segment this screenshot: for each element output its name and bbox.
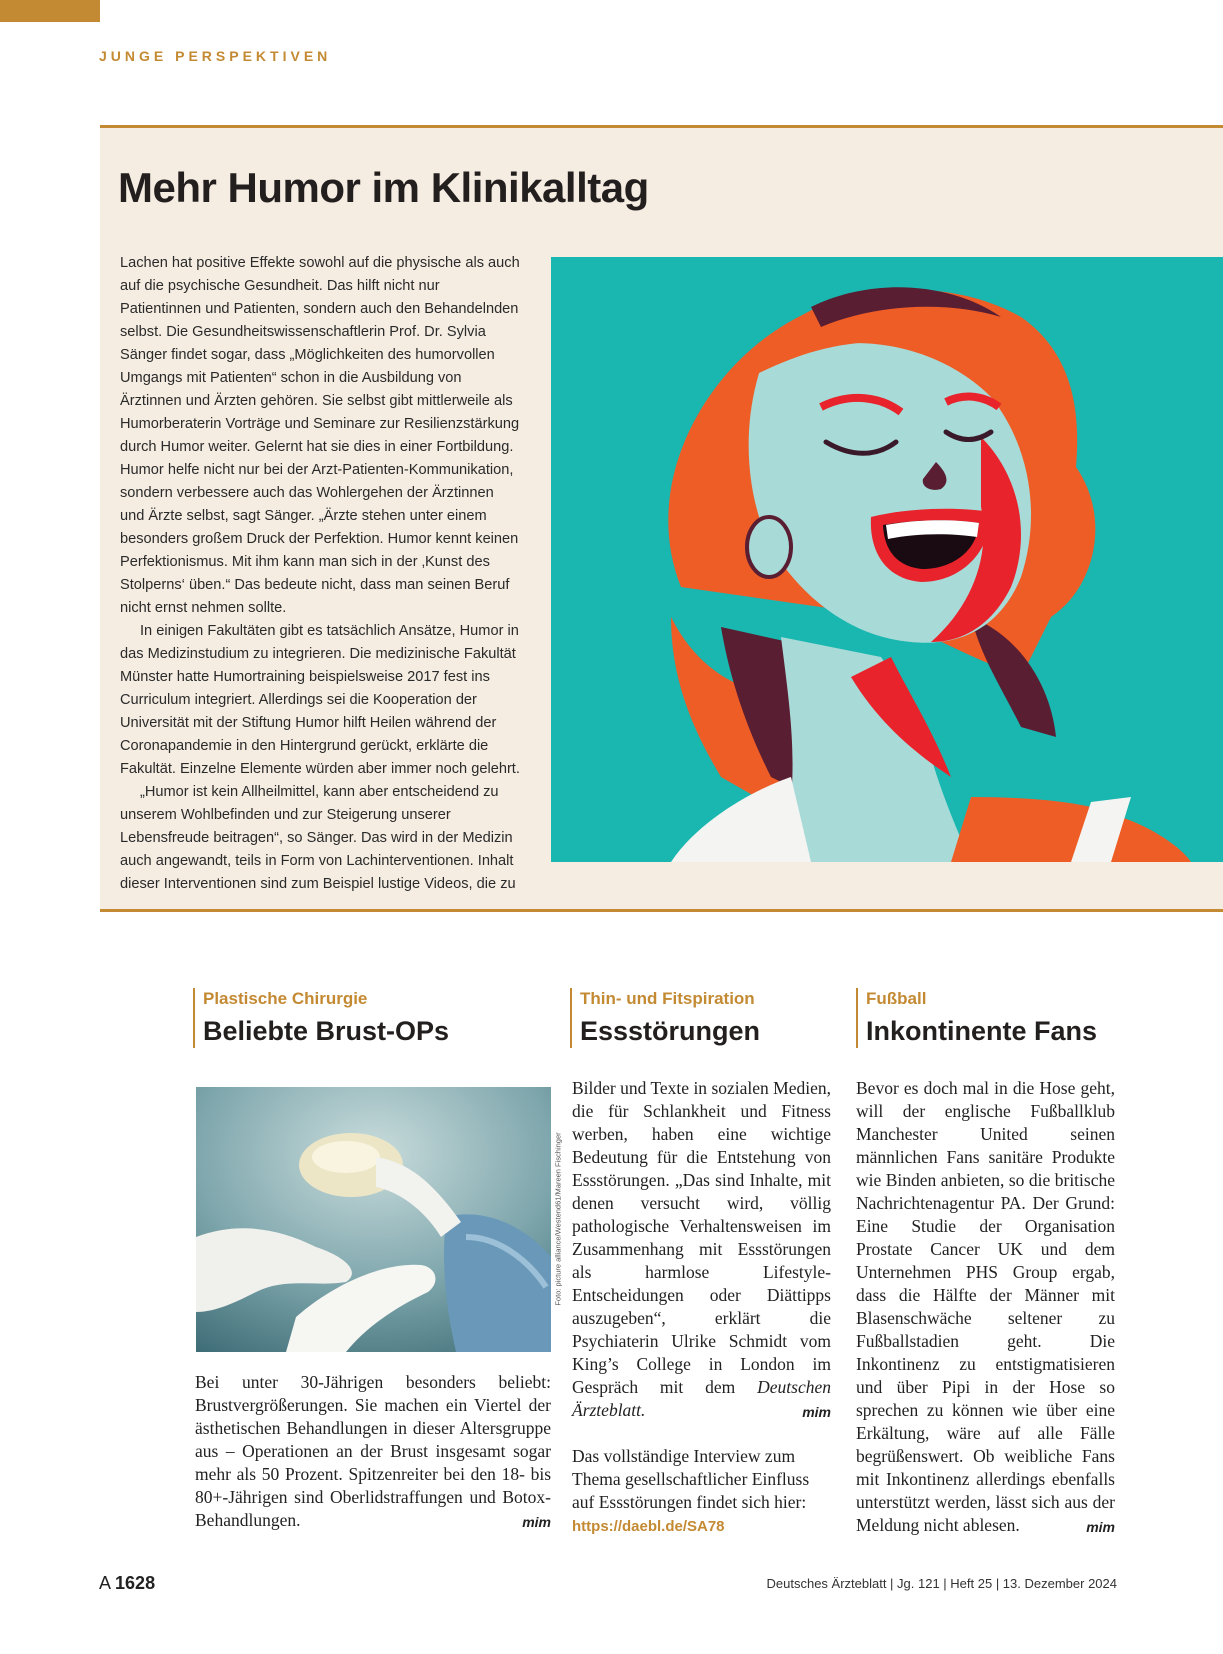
photo-credit — [552, 1085, 564, 1353]
article-text-content: Bei unter 30-Jährigen besonders beliebt: Brustvergrößerungen. Sie machen ein Viertel der ästhetischen Behandlungen in dieser Altersgruppe aus – Operationen an der Brust insgesamt sogar mehr als 50 Prozent. Spitzenreiter bei den 18- bis 80+-Jährigen sind Oberlidstraffungen und Botox-Behandlungen. — [195, 1372, 551, 1530]
column-3-body — [856, 1077, 1115, 1539]
page-number-value: 1628 — [115, 1573, 156, 1593]
interview-note-text: Das vollständige Interview zum Thema gesellschaftlicher Einfluss auf Essstörungen findet sich hier: — [572, 1446, 810, 1512]
author-signature: mim — [522, 1514, 551, 1530]
column-1-heading — [193, 988, 449, 1048]
column-2-heading — [570, 988, 760, 1048]
feature-paragraph: In einigen Fakultäten gibt es tatsächlich Ansätze, Humor in das Medizinstudium zu integrieren. Die medizinische Fakultät Münster hatte Humortraining beispielsweise 2017 fest ins Curriculum integriert. Allerdings sei die Kooperation der Universität mit der Stiftung Humor hilft Heilen während der Coronapandemie in den Hintergrund gerückt, erklärte die Fakultät. Einzelne Elemente würden aber immer noch gelehrt. — [120, 623, 520, 777]
column-title: Essstörungen — [580, 1016, 761, 1046]
column-kicker: Plastische Chirurgie — [203, 989, 368, 1008]
corner-color-tab — [0, 0, 100, 22]
photo-credit-text: Foto: picture alliance/Westend61/Mareen Fischinger — [553, 1132, 563, 1306]
author-signature: mim — [1086, 1519, 1115, 1535]
article-text — [195, 1371, 551, 1532]
surgical-photo — [196, 1087, 551, 1352]
column-1-body — [195, 1371, 551, 1534]
interview-note — [572, 1445, 831, 1538]
journal-info: Deutsches Ärzteblatt | Jg. 121 | Heft 25 | 13. Dezember 2024 — [766, 1576, 1117, 1591]
column-title: Beliebte Brust-OPs — [203, 1016, 450, 1046]
article-text — [572, 1077, 831, 1422]
column-kicker: Fußball — [866, 989, 927, 1008]
feature-paragraph: Lachen hat positive Effekte sowohl auf die physische als auch auf die psychische Gesundheit. Das hilft nicht nur Patientinnen und Patienten, sondern auch den Behandelnden selbst. Die Gesundheitswissenschaftlerin Prof. Dr. Sylvia Sänger findet sogar, dass „Möglichkeiten des humorvollen Umgangs mit Patienten“ schon in die Ausbildung von Ärztinnen und Ärzten gehören. Sie selbst gibt mittlerweile als Humorberaterin Vorträge und Seminare zur Resilienzstärkung durch Humor weiter. Gelernt hat sie dies in einer Fortbildung. Humor helfe nicht nur bei der Arzt-Patienten-Kommunikation, sondern verbessere auch das Wohlergehen der Ärztinnen und Ärzte selbst, sagt Sänger. „Ärzte stehen unter einem besonders großem Druck der Perfektion. Humor kennt keinen Perfektionismus. Mit ihm kann man sich in der ‚Kunst des Stolperns‘ üben.“ Das bedeute nicht, dass man seinen Beruf nicht ernst nehmen sollte. — [120, 255, 520, 616]
column-kicker: Thin- und Fitspiration — [580, 989, 755, 1008]
publication-name: Deutschen Ärzteblatt. — [572, 1377, 831, 1420]
feature-body — [120, 252, 520, 896]
column-3-heading — [856, 988, 1097, 1048]
article-text — [856, 1077, 1115, 1537]
article-text-content: Bevor es doch mal in die Hose geht, will der englische Fußballklub Manchester United seinen männlichen Fans sanitäre Produkte wie Binden anbieten, so die britische Nachrichtenagentur PA. Der Grund: Eine Studie der Organisation Prostate Cancer UK und dem Unternehmen PHS Group ergab, dass die Hälfte der Männer mit Blasenschwäche seltener zu Fußballstadien geht. Die Inkontinenz zu entstigmatisieren und über Pipi in der Hose so sprechen zu können wie über eine Erkältung, wäre auf alle Fälle begrüßenswert. Ob weibliche Fans mit Inkontinenz allerdings ebenfalls unterstützt werden, lässt sich aus der Meldung nicht ablesen. — [856, 1078, 1115, 1535]
feature-title: Mehr Humor im Klinikalltag — [118, 164, 649, 211]
feature-paragraph: „Humor ist kein Allheilmittel, kann aber entscheidend zu unserem Wohlbefinden und zur Steigerung unserer Lebensfreude beitragen“, so Sänger. Das wird in der Medizin auch angewandt, teils in Form von Lachinterventionen. Inhalt dieser Interventionen sind zum Beispiel lustige Videos, die zu — [120, 784, 516, 892]
page-prefix: A — [99, 1573, 111, 1593]
author-signature: mim — [802, 1404, 831, 1420]
page-number — [99, 1573, 155, 1594]
article-text-content: Bilder und Texte in sozialen Medien, die für Schlankheit und Fitness werben, haben eine wichtige Bedeutung für die Entstehung von Essstörungen. „Das sind Inhalte, mit denen versucht wird, völlig pathologische Verhaltensweisen im Zusammenhang mit Essstörungen als harmlose Lifestyle-Entscheidungen oder Diättipps auszugeben“, erklärt die Psychiaterin Ulrike Schmidt vom King’s College in London im Gespräch mit dem — [572, 1078, 831, 1397]
interview-link[interactable]: https://daebl.de/SA78 — [572, 1518, 725, 1535]
column-title: Inkontinente Fans — [866, 1016, 1098, 1046]
column-2-body — [572, 1077, 831, 1538]
section-label: JUNGE PERSPEKTIVEN — [99, 48, 332, 64]
laughing-woman-illustration — [551, 257, 1223, 862]
